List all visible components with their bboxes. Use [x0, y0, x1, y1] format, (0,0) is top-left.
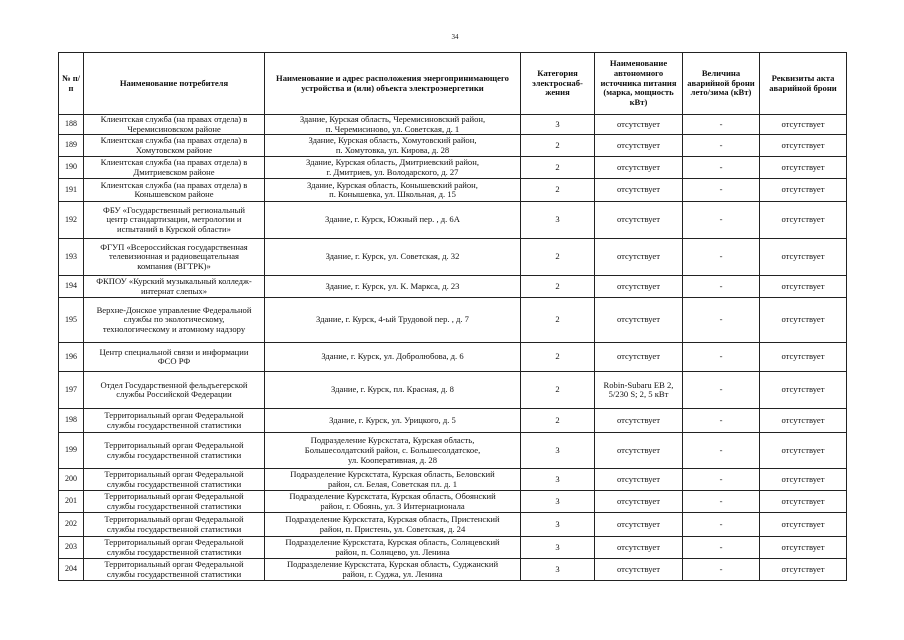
address-cell [265, 135, 521, 157]
table-row [59, 343, 847, 372]
cell-line: Подразделение Курскстата, Курская область, Обоянский [289, 491, 496, 502]
row-number-cell: 204 [59, 559, 84, 581]
cell-line: отсутствует [617, 139, 660, 150]
reserve-cell: - [683, 491, 760, 513]
cell-line: ФСО РФ [157, 356, 191, 367]
row-number-cell: 201 [59, 491, 84, 513]
cell-line: район, п. Пристень, ул. Советская, д. 24 [319, 523, 466, 534]
act-cell: отсутствует [760, 202, 847, 239]
row-number-cell: 189 [59, 135, 84, 157]
table-row [59, 239, 847, 276]
cell-line: Верхне-Донское управление Федеральной [96, 304, 252, 315]
consumer-name-cell [84, 115, 265, 135]
table-header-row [59, 53, 847, 115]
cell-line: испытаний в Курской области» [117, 224, 231, 235]
cell-line: отсутствует [617, 161, 660, 172]
cell-line: Здание, г. Курск, Южный пер. , д. 6А [325, 214, 460, 225]
consumer-name-cell [84, 343, 265, 372]
cell-line: район, г. Суджа, ул. Ленина [342, 568, 443, 579]
cell-line: ФБУ «Государственный региональный [103, 204, 245, 215]
act-cell: отсутствует [760, 433, 847, 469]
table-row [59, 491, 847, 513]
row-number-cell: 191 [59, 179, 84, 202]
cell-line: Территориальный орган Федеральной [104, 514, 244, 525]
power-source-cell [595, 433, 683, 469]
act-cell: отсутствует [760, 513, 847, 537]
act-cell: отсутствует [760, 135, 847, 157]
cell-line: Территориальный орган Федеральной [104, 537, 244, 548]
cell-line: службы государственной статистики [106, 500, 242, 511]
address-cell [265, 513, 521, 537]
category-cell: 3 [521, 513, 595, 537]
cell-line: Клиентская служба (на правах отдела) в [100, 114, 248, 124]
power-source-cell [595, 157, 683, 179]
address-cell [265, 372, 521, 409]
cell-line: центр стандартизации, метрологии и [106, 214, 242, 225]
table-row [59, 135, 847, 157]
category-cell: 2 [521, 135, 595, 157]
cell-line: Подразделение Курскстата, Курская область, Суджанский [286, 559, 499, 570]
cell-line: Здание, г. Курск, ул. Советская, д. 32 [325, 251, 460, 262]
cell-line: Клиентская служба (на правах отдела) в [100, 179, 248, 190]
cell-line: Подразделение Курскстата, Курская область, Пристенский [285, 514, 500, 525]
cell-line: 5/230 S; 2, 5 кВт [608, 389, 669, 400]
cell-line: отсутствует [617, 314, 660, 325]
row-number-cell: 203 [59, 537, 84, 559]
cell-line: отсутствует [617, 495, 660, 506]
cell-line: отсутствует [617, 541, 660, 552]
cell-line: п. Конышевка, ул. Школьная, д. 15 [329, 189, 456, 200]
column-header-reserve: Величина аварийной брони лето/зима (кВт) [683, 53, 760, 115]
cell-line: п. Хомутовка, ул. Кирова, д. 28 [335, 144, 450, 155]
reserve-cell: - [683, 513, 760, 537]
cell-line: Дмитриевском районе [133, 166, 215, 177]
cell-line: службы государственной статистики [106, 419, 242, 430]
cell-line: отсутствует [617, 444, 660, 455]
cell-line: отсутствует [617, 563, 660, 574]
consumer-name-cell [84, 433, 265, 469]
power-source-cell [595, 513, 683, 537]
table-row [59, 559, 847, 581]
cell-line: Здание, г. Курск, ул. Добролюбова, д. 6 [321, 351, 464, 362]
act-cell: отсутствует [760, 491, 847, 513]
consumer-name-cell [84, 409, 265, 433]
power-source-cell [595, 179, 683, 202]
row-number-cell: 198 [59, 409, 84, 433]
power-source-cell [595, 537, 683, 559]
row-number-cell: 200 [59, 469, 84, 491]
cell-line: Здание, Курская область, Хомутовский район, [308, 135, 477, 146]
cell-line: Отдел Государственной фельдъегерской [100, 379, 248, 390]
cell-line: Здание, Курская область, Черемисиновский район, [299, 114, 486, 124]
category-cell: 3 [521, 537, 595, 559]
power-source-cell [595, 469, 683, 491]
reserve-cell: - [683, 157, 760, 179]
table-row [59, 372, 847, 409]
act-cell: отсутствует [760, 409, 847, 433]
category-cell: 3 [521, 491, 595, 513]
category-cell: 2 [521, 409, 595, 433]
act-cell: отсутствует [760, 537, 847, 559]
consumer-name-cell [84, 491, 265, 513]
cell-line: Клиентская служба (на правах отдела) в [100, 157, 248, 168]
address-cell [265, 433, 521, 469]
page-number: 34 [451, 33, 459, 41]
category-cell: 2 [521, 157, 595, 179]
reserve-cell: - [683, 559, 760, 581]
cell-line: ФКПОУ «Курский музыкальный колледж- [96, 276, 252, 287]
reserve-cell: - [683, 409, 760, 433]
cell-line: службы государственной статистики [106, 546, 242, 557]
consumer-name-cell [84, 179, 265, 202]
reserve-cell: - [683, 276, 760, 298]
cell-line: район, сл. Белая, Советская пл. д. 1 [327, 478, 458, 489]
category-cell: 3 [521, 433, 595, 469]
consumer-name-cell [84, 298, 265, 343]
power-source-cell [595, 202, 683, 239]
cell-line: Здание, г. Курск, пл. Красная, д. 8 [331, 384, 454, 395]
power-source-cell [595, 135, 683, 157]
cell-line: службы государственной статистики [106, 478, 242, 489]
table-row [59, 298, 847, 343]
cell-line: отсутствует [617, 251, 660, 262]
address-cell [265, 202, 521, 239]
row-number-cell: 195 [59, 298, 84, 343]
address-cell [265, 537, 521, 559]
table-row [59, 157, 847, 179]
consumer-name-cell [84, 157, 265, 179]
cell-line: район, п. Солнцево, ул. Ленина [335, 546, 450, 557]
category-cell: 2 [521, 276, 595, 298]
column-header-act: Реквизиты акта аварийной брони [760, 53, 847, 115]
address-cell [265, 276, 521, 298]
act-cell: отсутствует [760, 372, 847, 409]
address-cell [265, 409, 521, 433]
address-cell [265, 469, 521, 491]
consumer-name-cell [84, 202, 265, 239]
cell-line: Здание, г. Курск, ул. Урицкого, д. 5 [329, 414, 456, 425]
column-header-category: Категория электроснаб-жения [521, 53, 595, 115]
consumer-name-cell [84, 276, 265, 298]
cell-line: Территориальный орган Федеральной [104, 559, 244, 570]
table-row [59, 409, 847, 433]
cell-line: Территориальный орган Федеральной [104, 410, 244, 421]
category-cell: 2 [521, 239, 595, 276]
row-number-cell: 196 [59, 343, 84, 372]
reserve-cell: - [683, 135, 760, 157]
cell-line: Robin-Subaru EB 2, [603, 379, 674, 390]
address-cell [265, 239, 521, 276]
cell-line: Большесолдатский район, с. Большесолдатское, [304, 444, 481, 455]
row-number-cell: 188 [59, 115, 84, 135]
row-number-cell: 193 [59, 239, 84, 276]
table-row [59, 513, 847, 537]
category-cell: 2 [521, 372, 595, 409]
power-source-cell [595, 115, 683, 135]
reserve-cell: - [683, 537, 760, 559]
reserve-cell: - [683, 469, 760, 491]
cell-line: Здание, Курская область, Конышевский район, [307, 179, 478, 190]
cell-line: ул. Кооперативная, д. 28 [347, 454, 438, 465]
cell-line: Хомутовском районе [135, 144, 213, 155]
reserve-cell: - [683, 343, 760, 372]
cell-line: Здание, г. Курск, ул. К. Маркса, д. 23 [325, 280, 460, 291]
address-cell [265, 179, 521, 202]
address-cell [265, 343, 521, 372]
cell-line: службы государственной статистики [106, 449, 242, 460]
cell-line: Подразделение Курскстата, Курская область, Беловский [290, 469, 495, 480]
consumer-name-cell [84, 239, 265, 276]
cell-line: отсутствует [617, 280, 660, 291]
reserve-cell: - [683, 298, 760, 343]
cell-line: отсутствует [617, 518, 660, 529]
cell-line: Территориальный орган Федеральной [104, 440, 244, 451]
cell-line: отсутствует [617, 351, 660, 362]
cell-line: службы Российской Федерации [116, 389, 232, 400]
cell-line: Клиентская служба (на правах отдела) в [100, 135, 248, 146]
cell-line: отсутствует [617, 118, 660, 129]
consumers-table [58, 52, 847, 581]
category-cell: 3 [521, 202, 595, 239]
address-cell [265, 491, 521, 513]
table-row [59, 115, 847, 135]
cell-line: компания (ВГТРК)» [137, 261, 211, 272]
table-row [59, 179, 847, 202]
cell-line: службы государственной статистики [106, 523, 242, 534]
cell-line: службы по экологическому, [123, 314, 225, 325]
reserve-cell: - [683, 202, 760, 239]
act-cell: отсутствует [760, 559, 847, 581]
cell-line: Подразделение Курскстата, Курская область, [310, 435, 475, 446]
power-source-cell [595, 239, 683, 276]
category-cell: 3 [521, 115, 595, 135]
cell-line: п. Черемисиново, ул. Советская, д. 1 [325, 123, 460, 134]
row-number-cell: 197 [59, 372, 84, 409]
table-body [59, 115, 847, 581]
row-number-cell: 194 [59, 276, 84, 298]
power-source-cell [595, 276, 683, 298]
act-cell: отсутствует [760, 298, 847, 343]
row-number-cell: 199 [59, 433, 84, 469]
act-cell: отсутствует [760, 276, 847, 298]
address-cell [265, 115, 521, 135]
act-cell: отсутствует [760, 469, 847, 491]
column-header-address: Наименование и адрес расположения энергопринимающего устройства и (или) объекта электроэнергетики [265, 53, 521, 115]
act-cell: отсутствует [760, 343, 847, 372]
consumer-name-cell [84, 469, 265, 491]
power-source-cell [595, 343, 683, 372]
cell-line: г. Дмитриев, ул. Володарского, д. 27 [326, 166, 459, 177]
cell-line: Центр специальной связи и информации [99, 346, 249, 357]
cell-line: технологическому и атомному надзору [102, 324, 246, 335]
column-header-consumer: Наименование потребителя [84, 53, 265, 115]
cell-line: отсутствует [617, 184, 660, 195]
table-row [59, 469, 847, 491]
act-cell: отсутствует [760, 239, 847, 276]
cell-line: Конышевском районе [134, 189, 214, 200]
reserve-cell: - [683, 239, 760, 276]
cell-line: отсутствует [617, 473, 660, 484]
table-row [59, 537, 847, 559]
category-cell: 3 [521, 469, 595, 491]
cell-line: Территориальный орган Федеральной [104, 469, 244, 480]
reserve-cell: - [683, 179, 760, 202]
row-number-cell: 190 [59, 157, 84, 179]
cell-line: Территориальный орган Федеральной [104, 491, 244, 502]
cell-line: Черемисиновском районе [127, 123, 221, 134]
cell-line: отсутствует [617, 414, 660, 425]
cell-line: Здание, г. Курск, 4-ый Трудовой пер. , д. 7 [316, 314, 469, 325]
address-cell [265, 157, 521, 179]
cell-line: ФГУП «Всероссийская государственная [100, 241, 248, 252]
consumer-name-cell [84, 513, 265, 537]
cell-line: район, г. Обоянь, ул. 3 Интернационала [320, 500, 465, 511]
power-source-cell [595, 559, 683, 581]
cell-line: Здание, Курская область, Дмитриевский район, [306, 157, 479, 168]
power-source-cell [595, 491, 683, 513]
table-row [59, 433, 847, 469]
cell-line: интернат слепых» [140, 285, 208, 296]
act-cell: отсутствует [760, 179, 847, 202]
reserve-cell: - [683, 115, 760, 135]
category-cell: 2 [521, 179, 595, 202]
table-row [59, 202, 847, 239]
row-number-cell: 192 [59, 202, 84, 239]
address-cell [265, 559, 521, 581]
category-cell: 2 [521, 298, 595, 343]
column-header-power-source: Наименование автономного источника питания (марка, мощность кВт) [595, 53, 683, 115]
category-cell: 3 [521, 559, 595, 581]
act-cell: отсутствует [760, 115, 847, 135]
column-header-number: № п/п [59, 53, 84, 115]
cell-line: телевизионная и радиовещательная [108, 251, 240, 262]
power-source-cell [595, 409, 683, 433]
consumer-name-cell [84, 559, 265, 581]
reserve-cell: - [683, 372, 760, 409]
power-source-cell [595, 372, 683, 409]
reserve-cell: - [683, 433, 760, 469]
act-cell: отсутствует [760, 157, 847, 179]
address-cell [265, 298, 521, 343]
cell-line: Подразделение Курскстата, Курская область, Солнцевский [285, 537, 500, 548]
consumer-name-cell [84, 537, 265, 559]
category-cell: 2 [521, 343, 595, 372]
consumer-name-cell [84, 372, 265, 409]
consumer-name-cell [84, 135, 265, 157]
table-row [59, 276, 847, 298]
cell-line: службы государственной статистики [106, 568, 242, 579]
cell-line: отсутствует [617, 214, 660, 225]
row-number-cell: 202 [59, 513, 84, 537]
power-source-cell [595, 298, 683, 343]
